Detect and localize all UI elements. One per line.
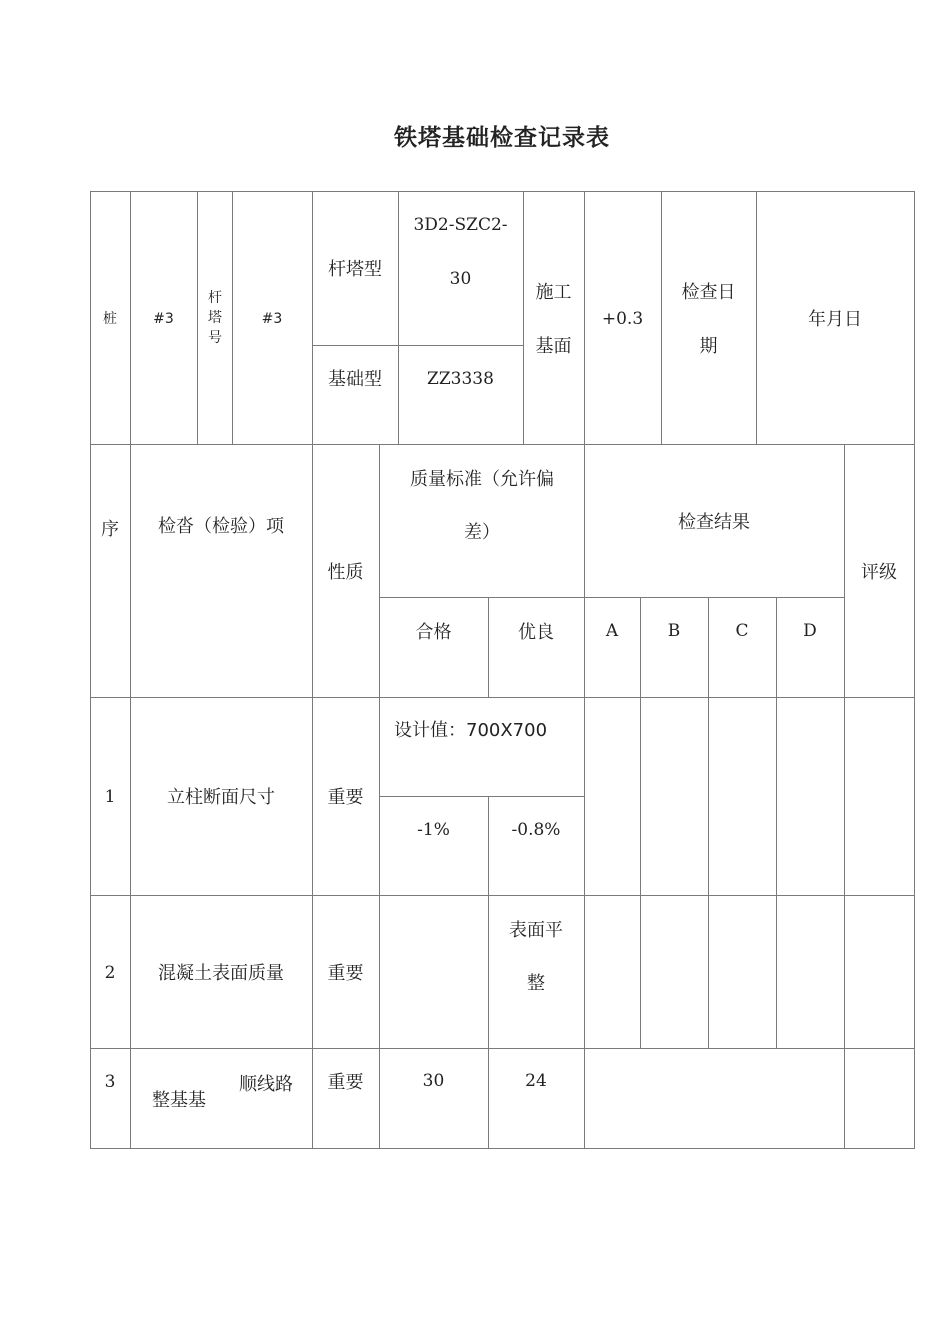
construction-base-value: +0.3 [601, 309, 644, 329]
check-date-label: 检查日 [681, 282, 736, 303]
table-line [640, 597, 641, 1049]
table-line [90, 191, 91, 1149]
table-line [379, 796, 585, 797]
column-header-seq: 序 [101, 519, 119, 540]
table-line [488, 597, 489, 697]
row-3-item: 整基基 [152, 1090, 206, 1111]
page-title: 铁塔基础检查记录表 [394, 125, 610, 151]
row-1-nature: 重要 [327, 787, 364, 808]
row-1-excellent: -0.8% [511, 820, 561, 840]
column-header-item: 检沓（检验）项 [158, 516, 284, 537]
table-line [90, 191, 915, 192]
row-3-seq: 3 [104, 1072, 116, 1092]
check-date-label: 期 [699, 336, 718, 357]
row-2-item: 混凝土表面质量 [158, 963, 284, 984]
tower-no-value: #3 [261, 311, 283, 327]
column-header-b: B [667, 621, 681, 641]
table-line [661, 191, 662, 444]
column-header-c: C [735, 621, 749, 641]
row-2-nature: 重要 [327, 963, 364, 984]
foundation-type-label: 基础型 [328, 369, 382, 390]
foundation-type-value: ZZ3338 [427, 369, 494, 389]
row-3-excellent: 24 [525, 1071, 547, 1091]
row-2-excellent: 整 [527, 973, 545, 994]
table-line [130, 191, 131, 1149]
row-1-design-value: 设计值：700X700 [394, 720, 548, 741]
row-1-qualified: -1% [417, 820, 450, 840]
column-header-qualified: 合格 [415, 622, 452, 643]
construction-base-label: 基面 [535, 336, 572, 357]
table-line [488, 796, 489, 1149]
table-line [90, 1048, 915, 1049]
tower-type-label: 杆塔型 [328, 259, 382, 280]
column-header-grade: 评级 [861, 562, 897, 583]
table-line [90, 1148, 915, 1149]
column-header-excellent: 优良 [518, 622, 554, 643]
table-line [90, 895, 915, 896]
table-line [708, 597, 709, 1049]
table-line [312, 191, 313, 1149]
check-date-value: 年月日 [808, 309, 862, 330]
column-header-nature: 性质 [327, 562, 364, 583]
tower-type-value: 3D2-SZC2- [413, 215, 508, 235]
row-3-qualified: 30 [422, 1071, 445, 1091]
row-1-seq: 1 [104, 787, 116, 807]
table-line [776, 597, 777, 1049]
table-line [90, 697, 915, 698]
tower-type-value: 30 [449, 269, 472, 289]
row-2-excellent: 表面平 [509, 920, 563, 941]
tower-no-label: 杆塔号 [208, 290, 222, 346]
column-header-a: A [605, 621, 619, 641]
pile-label: 桩 [103, 311, 117, 327]
row-3-item: 顺线路 [239, 1074, 293, 1095]
table-line [197, 191, 198, 444]
row-2-seq: 2 [104, 963, 116, 983]
column-header-d: D [803, 621, 817, 641]
column-header-standard: 差） [464, 522, 500, 543]
table-line [312, 345, 524, 346]
table-line [584, 191, 585, 1149]
table-line [379, 444, 380, 1149]
pile-value: #3 [153, 311, 174, 327]
column-header-standard: 质量标准（允许偏 [410, 469, 554, 490]
table-line [914, 191, 915, 1149]
construction-base-label: 施工 [535, 282, 572, 303]
row-1-item: 立柱断面尺寸 [167, 787, 275, 808]
table-line [844, 444, 845, 1149]
table-line [90, 444, 915, 445]
row-3-nature: 重要 [327, 1072, 364, 1093]
table-line [523, 191, 524, 444]
column-header-result: 检查结果 [678, 512, 750, 533]
